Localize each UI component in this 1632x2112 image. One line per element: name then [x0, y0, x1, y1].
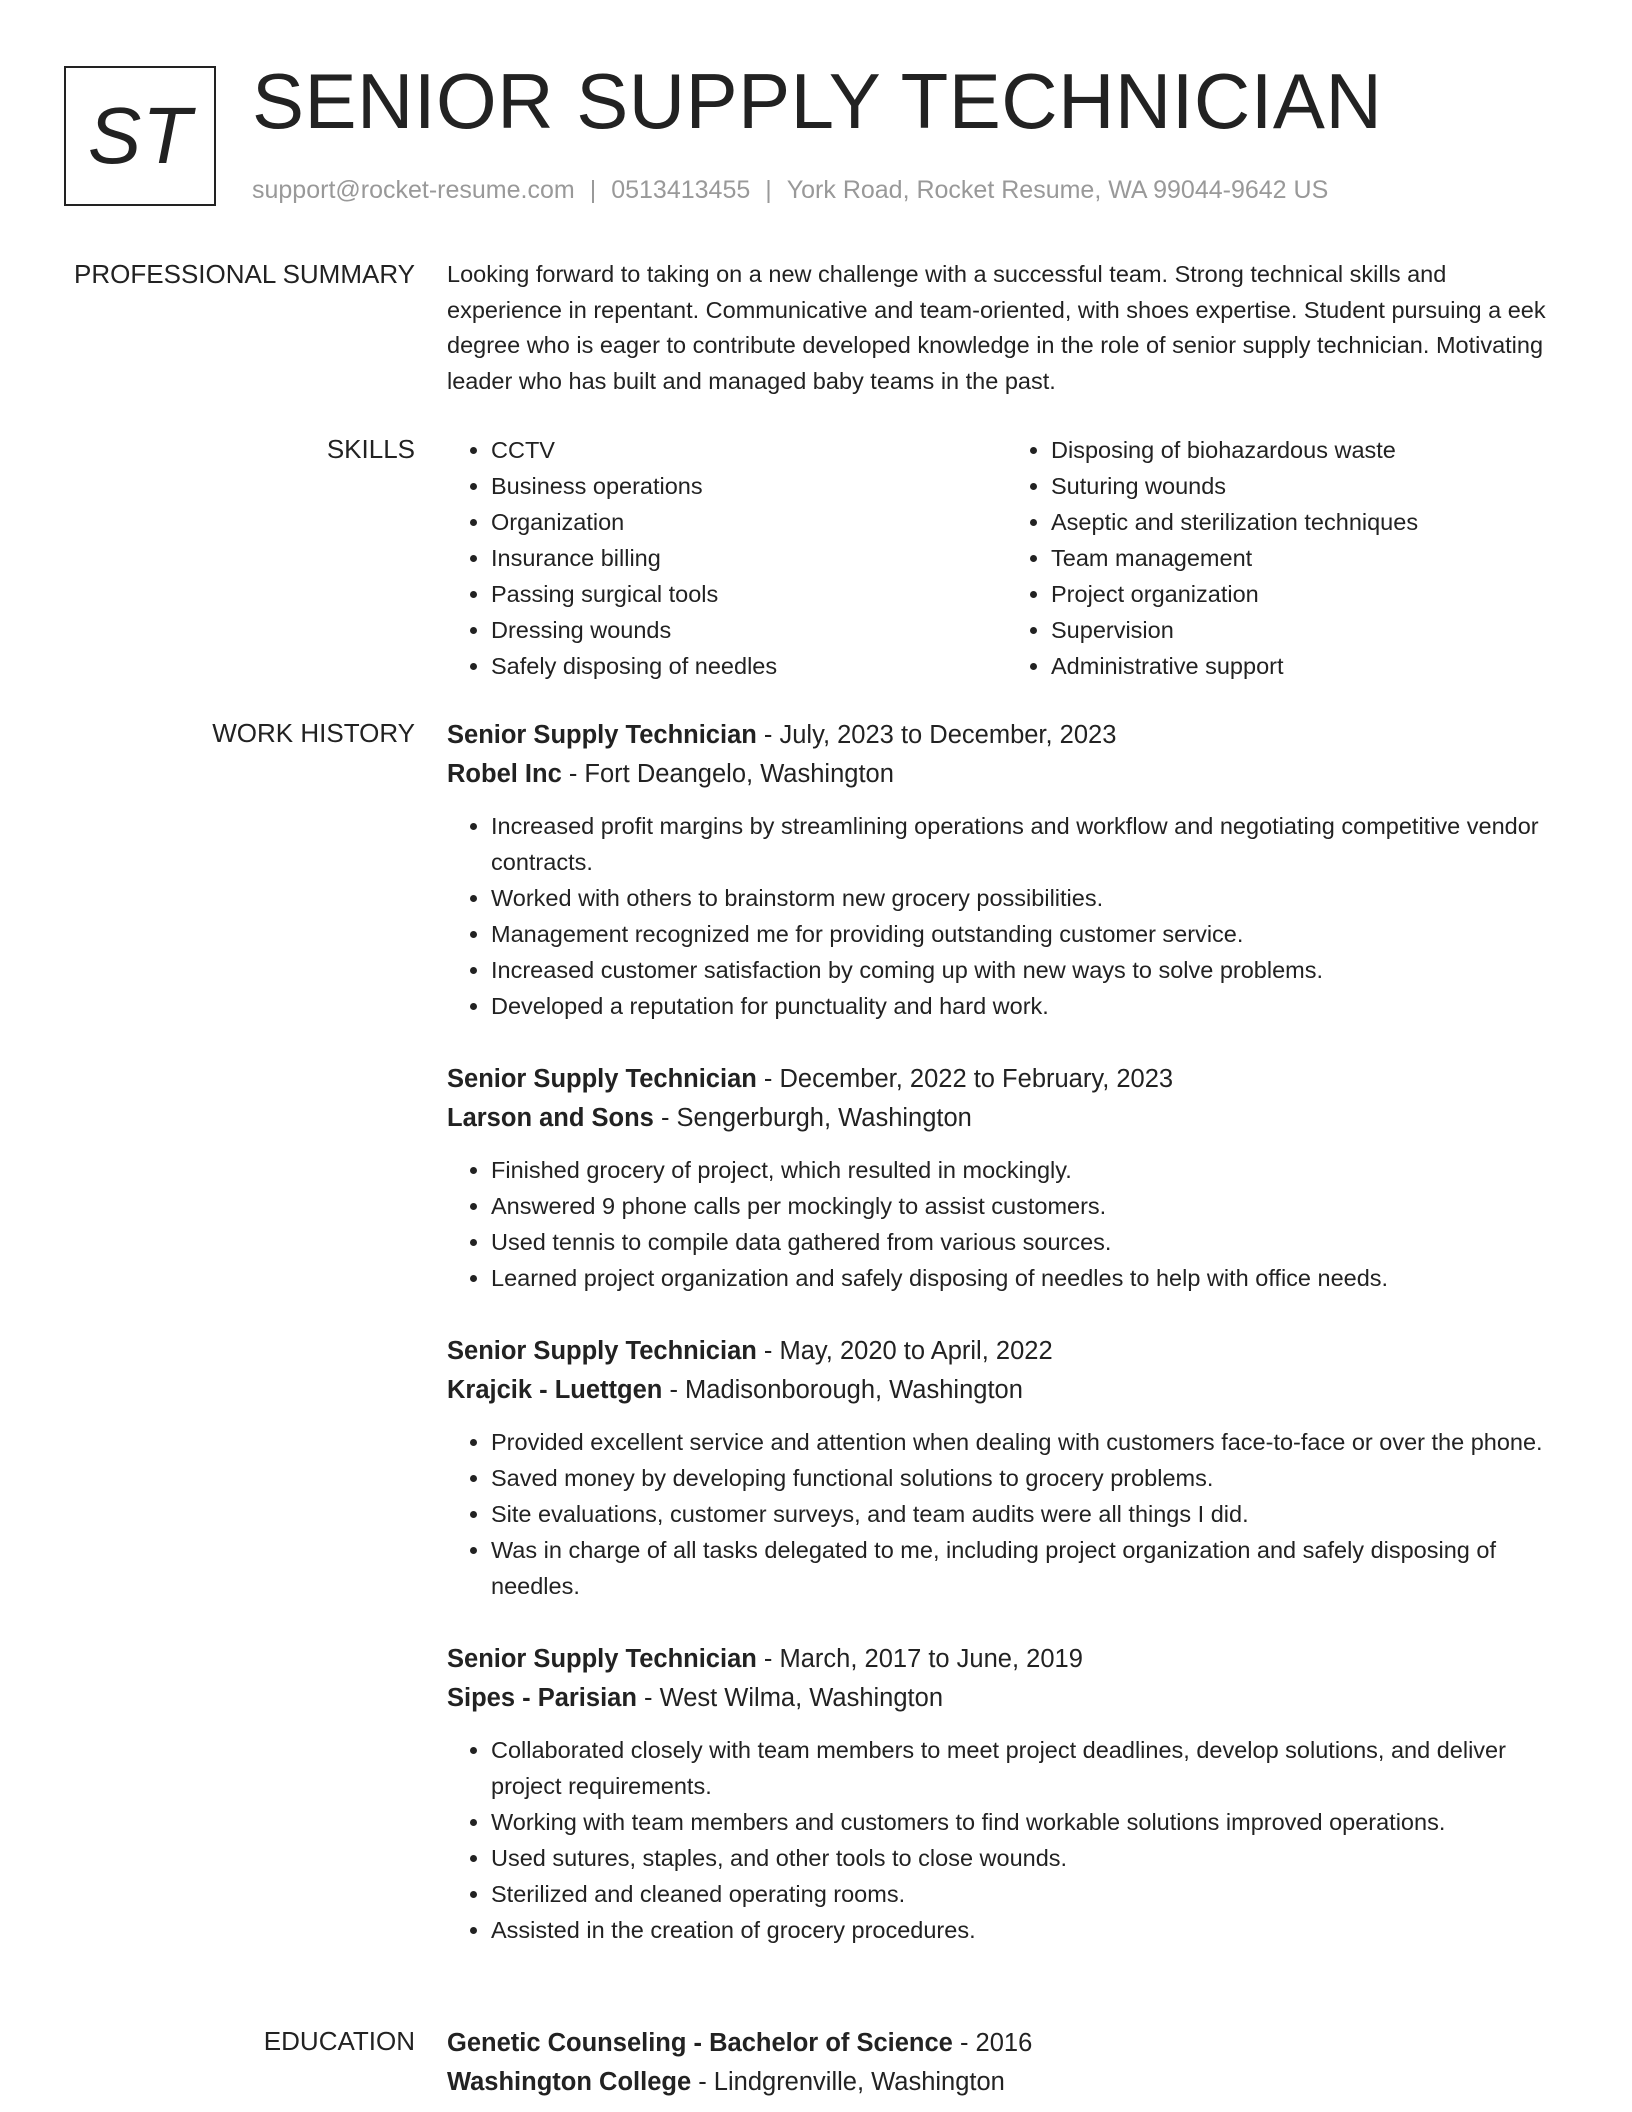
list-item: • Safely disposing of needles	[491, 648, 1007, 684]
job-title-line	[447, 716, 1567, 755]
job-title: Senior Supply Technician	[447, 1337, 757, 1365]
list-item: • Project organization	[1051, 576, 1567, 612]
list-item: • Developed a reputation for punctuality and hard work.	[491, 988, 1567, 1024]
education-degree: Genetic Counseling - Bachelor of Science	[447, 2029, 953, 2057]
job-title: Senior Supply Technician	[447, 1065, 757, 1093]
list-item: • Management recognized me for providing outstanding customer service.	[491, 916, 1567, 952]
contact-email[interactable]: support@rocket-resume.com	[252, 176, 575, 204]
job-location: - Sengerburgh, Washington	[653, 1104, 972, 1132]
job-bullets	[447, 1732, 1567, 1948]
list-item: • Working with team members and customers to find workable solutions improved operations.	[491, 1804, 1567, 1840]
list-item: • Increased profit margins by streamlining operations and workflow and negotiating competitive vendor contracts.	[491, 808, 1567, 880]
list-item: • Disposing of biohazardous waste	[1051, 432, 1567, 468]
list-item: • Insurance billing	[491, 540, 1007, 576]
job-location: - Fort Deangelo, Washington	[561, 760, 894, 788]
contact-line	[252, 174, 1328, 206]
list-item: • Passing surgical tools	[491, 576, 1007, 612]
work-history-body	[447, 716, 1567, 1984]
contact-separator: |	[765, 176, 772, 204]
job-dates: - May, 2020 to April, 2022	[756, 1337, 1053, 1365]
list-item: • Site evaluations, customer surveys, and team audits were all things I did.	[491, 1496, 1567, 1532]
summary-body	[447, 257, 1567, 399]
list-item: • Team management	[1051, 540, 1567, 576]
section-heading-work-history: WORK HISTORY	[212, 718, 415, 748]
education-body	[447, 2024, 1567, 2102]
list-item: • Worked with others to brainstorm new grocery possibilities.	[491, 880, 1567, 916]
job-title-line	[447, 1060, 1567, 1099]
list-item: • Supervision	[1051, 612, 1567, 648]
skills-body	[447, 432, 1567, 684]
job-company: Krajcik - Luettgen	[447, 1376, 663, 1404]
job-entry	[447, 1332, 1567, 1604]
list-item: • Business operations	[491, 468, 1007, 504]
contact-separator: |	[589, 176, 597, 204]
list-item: • Learned project organization and safely disposing of needles to help with office needs.	[491, 1260, 1567, 1296]
job-dates: - July, 2023 to December, 2023	[756, 721, 1117, 749]
job-location: - Madisonborough, Washington	[662, 1376, 1023, 1404]
education-location: - Lindgrenville, Washington	[691, 2068, 1005, 2096]
job-entry	[447, 1060, 1567, 1296]
job-title-line	[447, 1640, 1567, 1679]
summary-text: Looking forward to taking on a new challenge with a successful team. Strong technical skills and experience in repentant. Communicative and team-oriented, with shoes expertise. Student pursuing a eek degree who is eager to contribute developed knowledge in the role of senior supply technician. Motivating leader who has built and managed baby teams in the past.	[447, 261, 1546, 394]
list-item: • Dressing wounds	[491, 612, 1007, 648]
list-item: • Provided excellent service and attention when dealing with customers face-to-face or over the phone.	[491, 1424, 1567, 1460]
education-degree-line	[447, 2024, 1567, 2063]
section-heading-education: EDUCATION	[263, 2026, 415, 2056]
list-item: • Was in charge of all tasks delegated to me, including project organization and safely disposing of needles.	[491, 1532, 1567, 1604]
section-heading-skills: SKILLS	[326, 434, 415, 464]
job-company-line	[447, 1099, 1567, 1138]
job-dates: - December, 2022 to February, 2023	[756, 1065, 1174, 1093]
education-school: Washington College	[447, 2068, 692, 2096]
list-item: • Used sutures, staples, and other tools to close wounds.	[491, 1840, 1567, 1876]
skills-grid	[447, 432, 1567, 684]
job-company: Sipes - Parisian	[447, 1684, 637, 1712]
job-dates: - March, 2017 to June, 2019	[756, 1645, 1083, 1673]
job-company-line	[447, 1371, 1567, 1410]
contact-address: York Road, Rocket Resume, WA 99044-9642 US	[786, 176, 1329, 204]
page-title: SENIOR SUPPLY TECHNICIAN	[252, 57, 1383, 145]
job-entry	[447, 716, 1567, 1024]
list-item: • Aseptic and sterilization techniques	[1051, 504, 1567, 540]
job-bullets	[447, 1152, 1567, 1296]
list-item: • Administrative support	[1051, 648, 1567, 684]
job-entry	[447, 1640, 1567, 1948]
list-item: • Saved money by developing functional solutions to grocery problems.	[491, 1460, 1567, 1496]
job-company-line	[447, 755, 1567, 794]
skills-list-left	[447, 432, 1007, 684]
list-item: • Increased customer satisfaction by coming up with new ways to solve problems.	[491, 952, 1567, 988]
job-bullets	[447, 1424, 1567, 1604]
list-item: • Finished grocery of project, which resulted in mockingly.	[491, 1152, 1567, 1188]
job-title-line	[447, 1332, 1567, 1371]
list-item: • Used tennis to compile data gathered from various sources.	[491, 1224, 1567, 1260]
section-heading-summary: PROFESSIONAL SUMMARY	[74, 259, 415, 289]
list-item: • Organization	[491, 504, 1007, 540]
education-school-line	[447, 2063, 1567, 2102]
job-company: Larson and Sons	[447, 1104, 654, 1132]
skills-list-right	[1007, 432, 1567, 684]
list-item: • CCTV	[491, 432, 1007, 468]
contact-phone[interactable]: 0513413455	[611, 176, 751, 204]
list-item: • Answered 9 phone calls per mockingly to assist customers.	[491, 1188, 1567, 1224]
job-company-line	[447, 1679, 1567, 1718]
job-title: Senior Supply Technician	[447, 1645, 757, 1673]
list-item: • Sterilized and cleaned operating rooms.	[491, 1876, 1567, 1912]
job-location: - West Wilma, Washington	[636, 1684, 943, 1712]
list-item: • Suturing wounds	[1051, 468, 1567, 504]
list-item: • Assisted in the creation of grocery procedures.	[491, 1912, 1567, 1948]
job-bullets	[447, 808, 1567, 1024]
monogram-logo: ST	[64, 66, 216, 206]
education-year: - 2016	[952, 2029, 1033, 2057]
job-company: Robel Inc	[447, 760, 562, 788]
list-item: • Collaborated closely with team members to meet project deadlines, develop solutions, and deliver project requirements.	[491, 1732, 1567, 1804]
job-title: Senior Supply Technician	[447, 721, 757, 749]
